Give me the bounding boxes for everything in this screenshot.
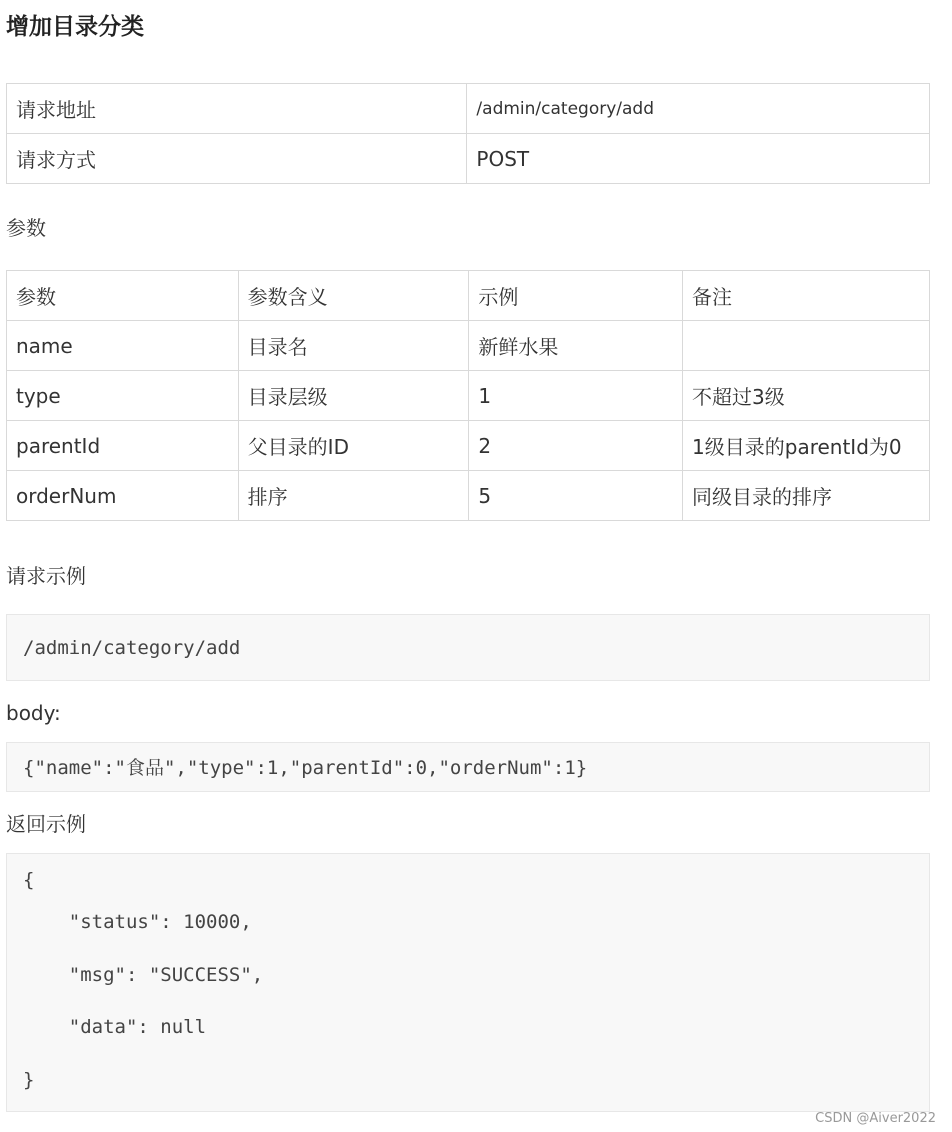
header-cell: 备注 <box>683 271 930 321</box>
table-row <box>7 134 930 184</box>
request-example-url: /admin/category/add <box>23 637 241 659</box>
response-code-line: "data": null <box>23 1016 207 1038</box>
response-example-label: 返回示例 <box>6 812 86 836</box>
response-code-line: "msg": "SUCCESS", <box>23 964 264 986</box>
header-cell: 参数含义 <box>238 271 469 321</box>
table-row <box>7 84 930 134</box>
table-row <box>7 421 930 471</box>
params-table <box>6 270 930 521</box>
table-cell <box>683 321 930 371</box>
body-code: {"name":"食品","type":1,"parentId":0,"orderNum":1} <box>23 757 588 779</box>
table-row <box>7 371 930 421</box>
table-cell: 排序 <box>238 471 469 521</box>
table-header-row <box>7 271 930 321</box>
endpoint-url-label: 请求地址 <box>7 84 467 134</box>
table-cell: 1 <box>469 371 683 421</box>
request-example-label: 请求示例 <box>6 564 86 588</box>
table-row <box>7 321 930 371</box>
header-cell: 参数 <box>7 271 239 321</box>
table-cell: 同级目录的排序 <box>683 471 930 521</box>
table-cell: 5 <box>469 471 683 521</box>
response-code-line: } <box>23 1069 35 1091</box>
table-cell: type <box>7 371 239 421</box>
table-cell: 目录名 <box>238 321 469 371</box>
endpoint-url-value: /admin/category/add <box>467 84 930 134</box>
table-cell: 目录层级 <box>238 371 469 421</box>
body-label: body: <box>6 701 61 725</box>
table-cell: 2 <box>469 421 683 471</box>
table-cell: 1级目录的parentId为0 <box>683 421 930 471</box>
table-cell: 不超过3级 <box>683 371 930 421</box>
table-cell: 新鲜水果 <box>469 321 683 371</box>
table-cell: name <box>7 321 239 371</box>
request-example-code-block <box>6 614 930 681</box>
response-code-line: { <box>23 869 35 891</box>
endpoint-table <box>6 83 930 184</box>
table-cell: parentId <box>7 421 239 471</box>
params-label: 参数 <box>6 216 46 240</box>
page-title: 增加目录分类 <box>6 14 144 40</box>
endpoint-method-value: POST <box>467 134 930 184</box>
body-code-block <box>6 742 930 792</box>
endpoint-method-label: 请求方式 <box>7 134 467 184</box>
header-cell: 示例 <box>469 271 683 321</box>
table-row <box>7 471 930 521</box>
table-cell: 父目录的ID <box>238 421 469 471</box>
table-cell: orderNum <box>7 471 239 521</box>
watermark: CSDN @Aiver2022 <box>815 1111 936 1126</box>
response-code-line: "status": 10000, <box>23 911 252 933</box>
response-code-block <box>6 853 930 1112</box>
